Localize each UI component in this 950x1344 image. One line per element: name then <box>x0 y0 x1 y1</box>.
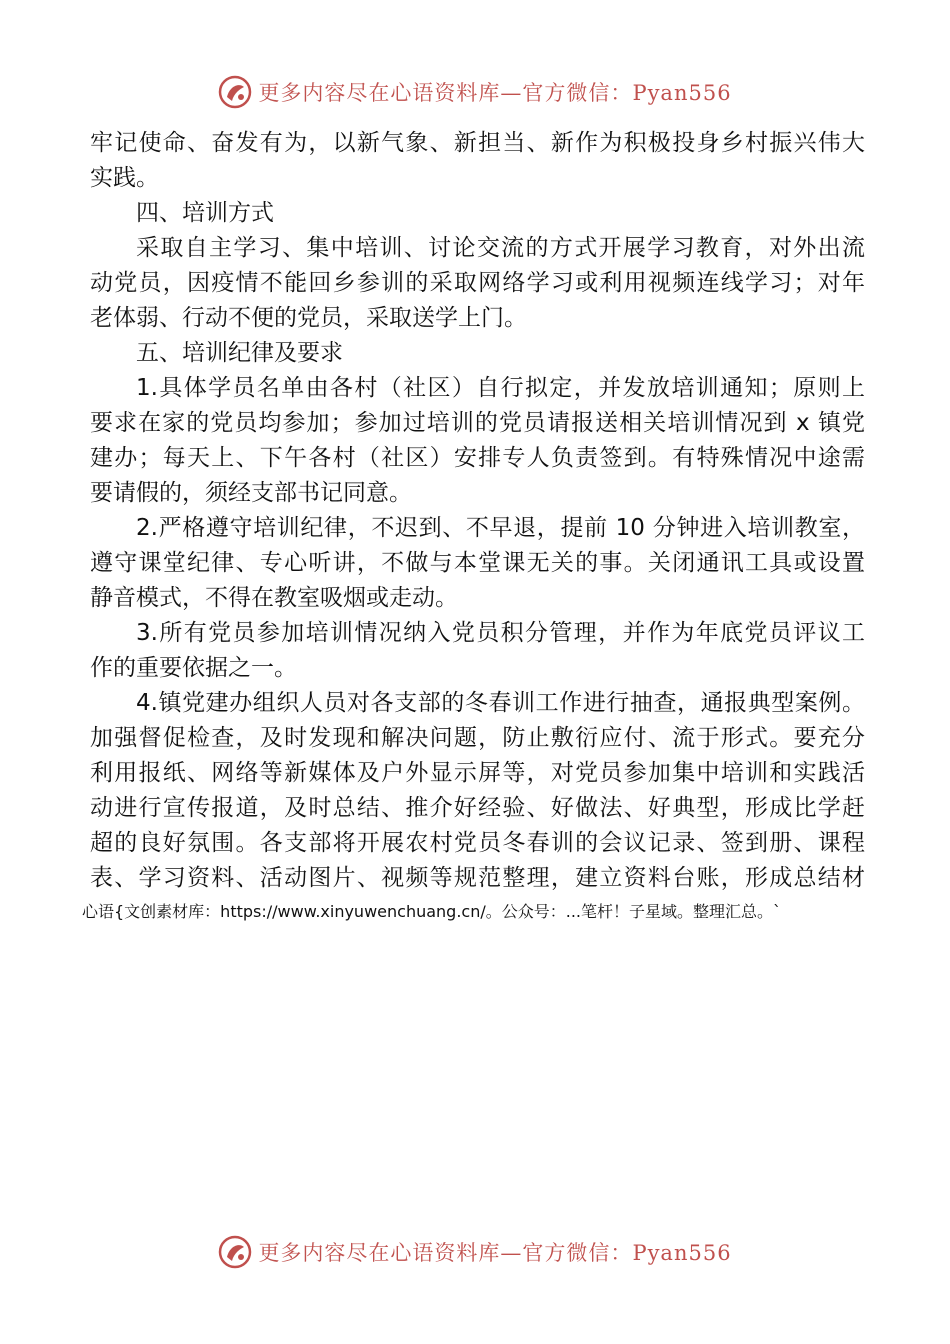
seal-logo-icon <box>218 1235 252 1269</box>
banner-text: 更多内容尽在心语资料库—官方微信：Pyan556 <box>258 81 732 105</box>
body-line: 要求在家的党员均参加；参加过培训的党员请报送相关培训情况到 x 镇党 <box>90 410 865 436</box>
section-heading: 四、培训方式 <box>136 200 274 226</box>
section-heading: 五、培训纪律及要求 <box>136 340 343 366</box>
body-line: 利用报纸、网络等新媒体及户外显示屏等，对党员参加集中培训和实践活 <box>90 760 865 786</box>
body-line: 采取自主学习、集中培训、讨论交流的方式开展学习教育，对外出流 <box>136 235 865 261</box>
document-body <box>90 126 865 896</box>
body-line: 动进行宣传报道，及时总结、推介好经验、好做法、好典型，形成比学赶 <box>90 795 865 821</box>
body-line: 实践。 <box>90 165 159 191</box>
banner-text: 更多内容尽在心语资料库—官方微信：Pyan556 <box>258 1241 732 1265</box>
body-line: 动党员，因疫情不能回乡参训的采取网络学习或利用视频连线学习；对年 <box>90 270 865 296</box>
body-line: 老体弱、行动不便的党员，采取送学上门。 <box>90 305 527 331</box>
body-line: 4.镇党建办组织人员对各支部的冬春训工作进行抽查，通报典型案例。 <box>136 690 865 716</box>
body-line: 牢记使命、奋发有为，以新气象、新担当、新作为积极投身乡村振兴伟大 <box>90 130 865 156</box>
body-line: 静音模式，不得在教室吸烟或走动。 <box>90 585 458 611</box>
body-line: 作的重要依据之一。 <box>90 655 297 681</box>
body-line: 3.所有党员参加培训情况纳入党员积分管理，并作为年底党员评议工 <box>136 620 865 646</box>
footer-banner <box>0 1232 950 1272</box>
body-line: 建办；每天上、下午各村（社区）安排专人负责签到。有特殊情况中途需 <box>90 445 865 471</box>
source-note: 心语{文创素材库：https://www.xinyuwenchuang.cn/。公众号：...笔杆！子星域。整理汇总。` <box>82 902 781 921</box>
header-banner <box>0 72 950 112</box>
body-line: 1.具体学员名单由各村（社区）自行拟定，并发放培训通知；原则上 <box>136 375 865 401</box>
body-line: 表、学习资料、活动图片、视频等规范整理，建立资料台账，形成总结材 <box>90 865 865 891</box>
body-line: 要请假的，须经支部书记同意。 <box>90 480 412 506</box>
body-line: 超的良好氛围。各支部将开展农村党员冬春训的会议记录、签到册、课程 <box>90 830 865 856</box>
wechat-id: Pyan556 <box>632 1241 732 1265</box>
body-line: 2.严格遵守培训纪律，不迟到、不早退，提前 10 分钟进入培训教室， <box>136 515 865 541</box>
body-line: 遵守课堂纪律、专心听讲，不做与本堂课无关的事。关闭通讯工具或设置 <box>90 550 865 576</box>
wechat-id: Pyan556 <box>632 81 732 105</box>
body-line: 加强督促检查，及时发现和解决问题，防止敷衍应付、流于形式。要充分 <box>90 725 865 751</box>
seal-logo-icon <box>218 75 252 109</box>
